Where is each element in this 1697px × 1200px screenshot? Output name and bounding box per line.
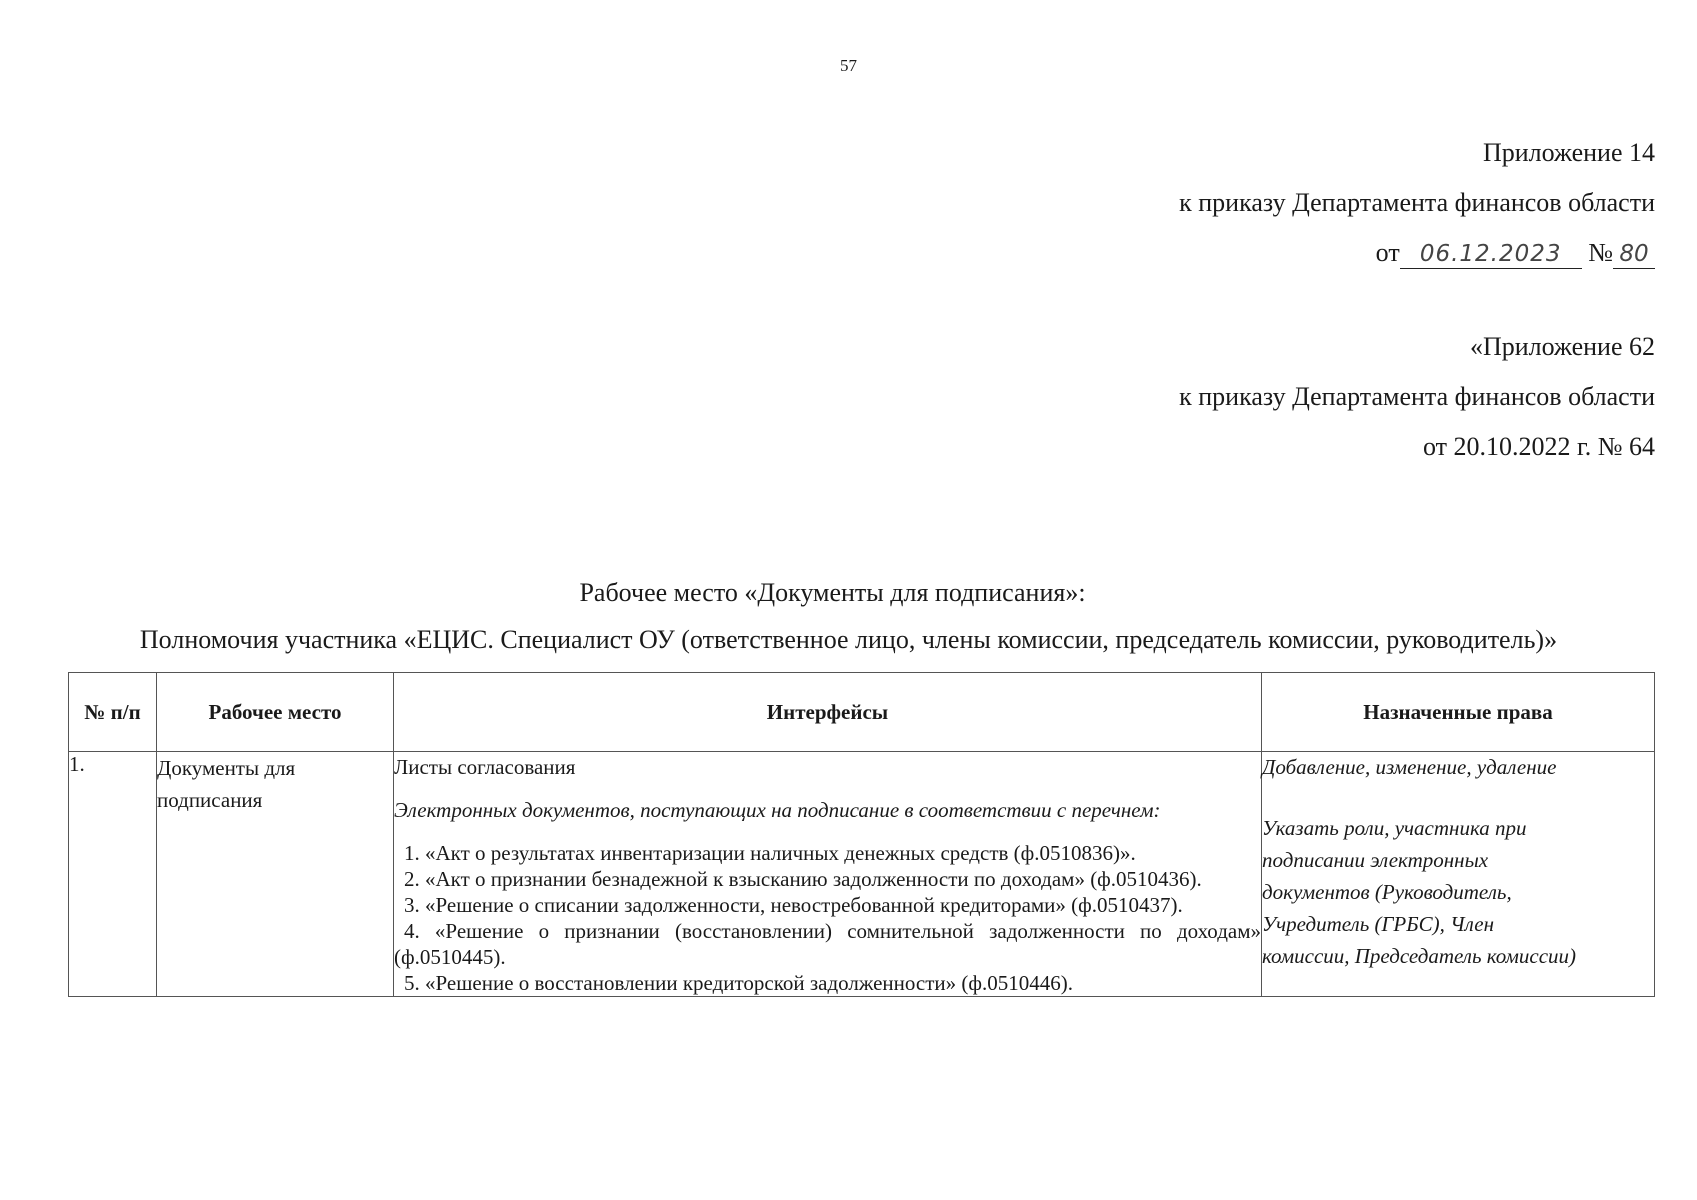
handwritten-date: 06.12.2023 <box>1400 240 1582 269</box>
interface-title: Листы согласования <box>394 755 576 779</box>
page-number: 57 <box>840 56 857 75</box>
list-item: 3. «Решение о списании задолженности, невостребованной кредиторами» (ф.0510437). <box>404 893 1183 917</box>
header-place: Рабочее место <box>157 673 394 752</box>
list-item: 1. «Акт о результатах инвентаризации наличных денежных средств (ф.0510836)». <box>404 841 1136 865</box>
row-place: Документы для подписания <box>157 752 394 997</box>
header-num: № п/п <box>69 673 157 752</box>
previous-appendix-title: «Приложение 62 <box>1469 332 1655 361</box>
row-num: 1. <box>69 752 157 997</box>
table-row <box>69 752 1655 997</box>
interface-note: Электронных документов, поступающих на подписание в соответствии с перечнем: <box>394 798 1161 822</box>
workplace-title: Рабочее место «Документы для подписания»: <box>579 578 1086 607</box>
previous-appendix-date-line: от 20.10.2022 г. № 64 <box>1422 432 1655 461</box>
list-item: 4. «Решение о признании (восстановлении) сомнительной задолженности по доходам» (ф.0510445). <box>394 919 1261 969</box>
previous-appendix-header <box>1179 322 1655 472</box>
row-rights <box>1262 752 1655 997</box>
appendix-date-line <box>1179 228 1655 278</box>
list-item: 2. «Акт о признании безнадежной к взысканию задолженности по доходам» (ф.0510436). <box>404 867 1202 891</box>
appendix-header <box>1179 128 1655 278</box>
rights-main: Добавление, изменение, удаление <box>1262 755 1557 779</box>
appendix-order-line: к приказу Департамента финансов области <box>1179 188 1655 217</box>
list-item: 5. «Решение о восстановлении кредиторской задолженности» (ф.0510446). <box>404 971 1073 995</box>
table-header-row <box>69 673 1655 752</box>
header-rights: Назначенные права <box>1262 673 1655 752</box>
header-interfaces: Интерфейсы <box>394 673 1262 752</box>
authority-title: Полномочия участника «ЕЦИС. Специалист ОУ (ответственное лицо, члены комиссии, председатель комиссии, руководитель)» <box>139 625 1558 654</box>
appendix-title: Приложение 14 <box>1482 138 1655 167</box>
row-interfaces <box>394 752 1262 997</box>
previous-appendix-order-line: к приказу Департамента финансов области <box>1179 382 1655 411</box>
handwritten-number: 80 <box>1613 240 1655 269</box>
rights-roles: Указать роли, участника при подписании электронных документов (Руководитель, Учредитель (ГРБС), Член комиссии, Председатель комиссии) <box>1262 816 1577 968</box>
rights-table <box>68 672 1655 997</box>
document-list <box>394 840 1261 996</box>
number-prefix: № <box>1588 238 1613 267</box>
date-prefix: от <box>1375 238 1400 267</box>
